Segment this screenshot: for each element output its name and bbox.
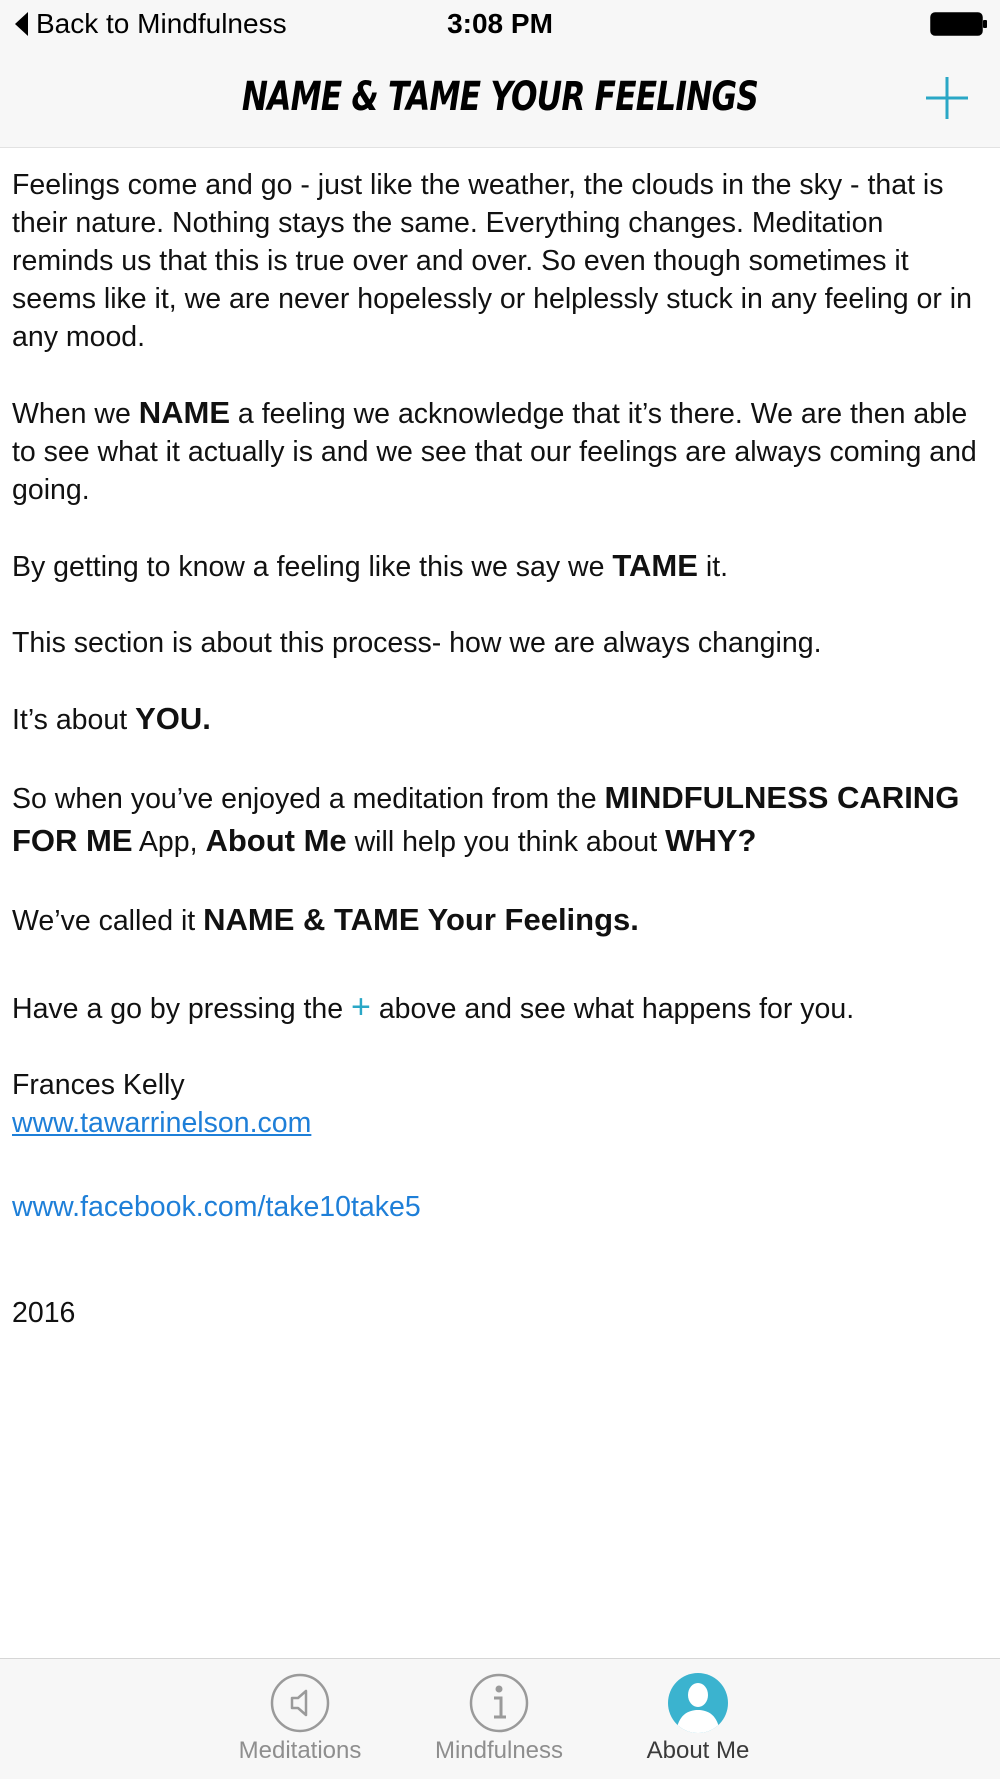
- paragraph-name: When we NAME a feeling we acknowledge that it’s there. We are then able to see what it actually is and we see that our feelings are always coming and going.: [12, 395, 977, 506]
- tab-about-me[interactable]: [613, 1659, 783, 1779]
- about-content: [12, 166, 992, 1370]
- paragraph-intro: Feelings come and go - just like the weather, the clouds in the sky - that is their nature. Nothing stays the same. Everything changes. Meditation reminds us that this is true over and over. So even though sometimes it seems like it, we are never hopelessly or helplessly stuck in any feeling or in any mood.: [12, 169, 972, 353]
- paragraph-have-a-go: Have a go by pressing the + above and see what happens for you.: [12, 988, 855, 1026]
- paragraph-app-why: So when you’ve enjoyed a meditation from the MINDFULNESS CARING FOR ME App, About Me will help you think about WHY?: [12, 780, 960, 858]
- back-label: Back to Mindfulness: [36, 8, 287, 39]
- website-link[interactable]: www.tawarrinelson.com: [12, 1107, 312, 1139]
- paragraph-process: This section is about this process- how we are always changing.: [12, 627, 822, 659]
- battery-icon: [930, 12, 988, 36]
- info-icon: [469, 1673, 529, 1733]
- tab-label: About Me: [646, 1737, 750, 1764]
- navigation-bar: [0, 48, 1000, 148]
- inline-plus-icon: +: [351, 988, 371, 1026]
- paragraph-tame: By getting to know a feeling like this we say we TAME it.: [12, 548, 729, 583]
- tab-label: Meditations: [238, 1737, 362, 1764]
- speaker-icon: [270, 1673, 330, 1733]
- author-name: Frances Kelly: [12, 1069, 185, 1101]
- status-bar: [0, 0, 1000, 48]
- plus-icon[interactable]: [924, 75, 970, 121]
- person-icon: [668, 1673, 728, 1733]
- page-title: NAME & TAME YOUR FEELINGS: [241, 74, 759, 120]
- tab-label: Mindfulness: [434, 1737, 564, 1764]
- status-time: 3:08 PM: [447, 8, 553, 39]
- tab-meditations[interactable]: [215, 1659, 385, 1779]
- paragraph-called-it: We’ve called it NAME & TAME Your Feelings.: [12, 902, 639, 937]
- paragraph-about-you: It’s about YOU.: [12, 701, 211, 736]
- tab-bar: [0, 1658, 1000, 1779]
- tab-mindfulness[interactable]: [414, 1659, 584, 1779]
- facebook-link[interactable]: www.facebook.com/take10take5: [12, 1191, 421, 1223]
- year-text: 2016: [12, 1297, 76, 1329]
